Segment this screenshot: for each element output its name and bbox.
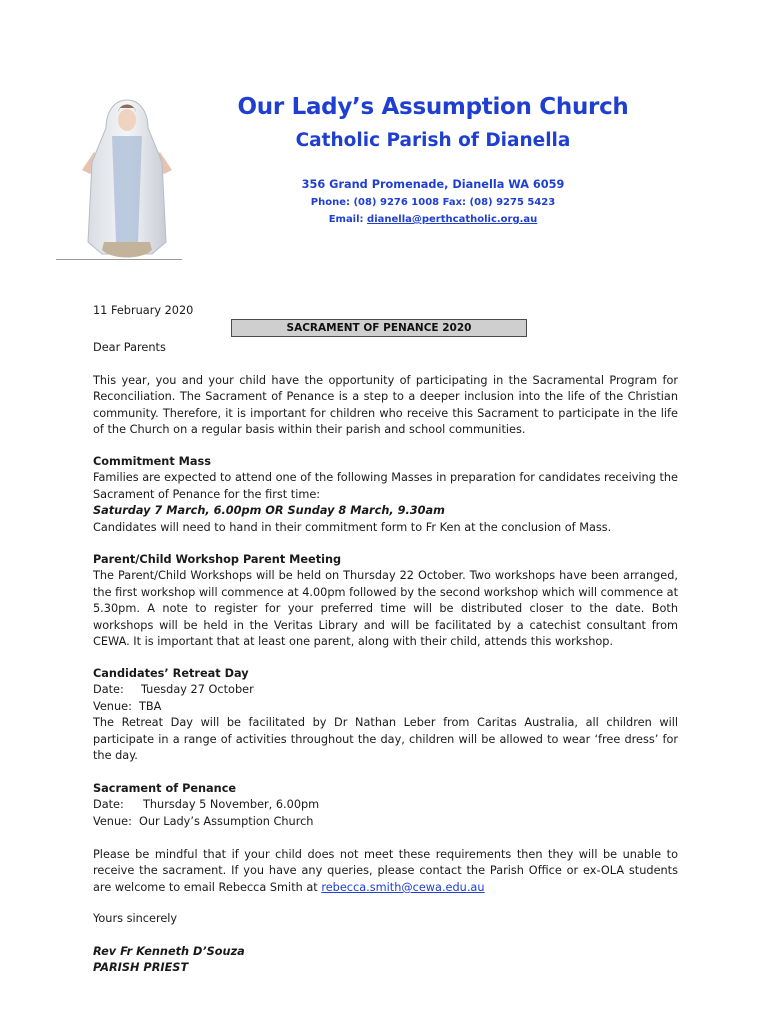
email-label: Email: — [328, 214, 368, 225]
mass-times: Saturday 7 March, 6.00pm OR Sunday 8 March, 9.30am — [93, 504, 445, 518]
signoff: Yours sincerely — [93, 912, 178, 925]
closing-paragraph — [93, 847, 678, 896]
date-row — [93, 797, 678, 813]
email-line — [190, 214, 676, 225]
phone-fax: Phone: (08) 9276 1008 Fax: (08) 9275 5423 — [310, 197, 556, 208]
venue-value: Our Lady’s Assumption Church — [139, 814, 314, 828]
image-divider-line — [56, 259, 182, 260]
closing-text: Please be mindful that if your child does not meet these requirements then they will be unable to receive the sacrament. If you have any queries, please contact the Parish Office or ex-OLA students are welcome to email Rebecca Smith at — [93, 848, 678, 894]
section-heading: Commitment Mass — [93, 455, 211, 468]
virgin-mary-statue-image — [72, 92, 182, 260]
section-note: Candidates will need to hand in their commitment form to Fr Ken at the conclusion of Mass. — [93, 520, 612, 534]
retreat-day-section — [93, 666, 678, 764]
venue-row — [93, 814, 678, 830]
section-text: Families are expected to attend one of the following Masses in preparation for candidates receiving the Sacrament of Penance for the first time: — [93, 471, 678, 501]
venue-row — [93, 699, 678, 715]
section-heading: Sacrament of Penance — [93, 782, 237, 795]
date-label: Date: — [93, 798, 124, 812]
workshop-section — [93, 552, 678, 650]
intro-paragraph: This year, you and your child have the opportunity of participating in the Sacramental Program for Reconciliation. The Sacrament of Penance is a step to a deeper inclusion into the life of the Christian community. Therefore, it is important for children who receive this Sacrament to participate in the life of the Church on a regular basis within their parish and school communities. — [93, 374, 678, 437]
signature-block — [93, 944, 678, 977]
date-row — [93, 682, 678, 698]
sacrament-section — [93, 781, 678, 830]
date-value: Tuesday 27 October — [141, 683, 254, 697]
signer-title: PARISH PRIEST — [93, 961, 189, 975]
date-label: Date: — [93, 683, 124, 697]
church-name: Our Lady’s Assumption Church — [237, 94, 629, 120]
section-text: The Parent/Child Workshops will be held on Thursday 22 October. Two workshops have been arranged, the first workshop will commence at 4.00pm followed by the second workshop which will commence at 5.30pm. A note to register for your preferred time will be distributed closer to the date. Both workshops will be held in the Veritas Library and will be facilitated by a catechist consultant from CEWA. It is important that at least one parent, along with their child, attends this workshop. — [93, 569, 678, 649]
section-text: The Retreat Day will be facilitated by Dr Nathan Leber from Caritas Australia, all children will participate in a range of activities throughout the day, children will be allowed to wear ‘free dress’ for the day. — [93, 716, 678, 763]
contact-email-link[interactable]: rebecca.smith@cewa.edu.au — [321, 880, 485, 894]
section-heading: Candidates’ Retreat Day — [93, 667, 249, 680]
address: 356 Grand Promenade, Dianella WA 6059 — [301, 178, 565, 191]
date-value: Thursday 5 November, 6.00pm — [143, 798, 320, 812]
email-link[interactable]: dianella@perthcatholic.org.au — [367, 214, 538, 225]
subject-banner: SACRAMENT OF PENANCE 2020 — [231, 319, 527, 337]
commitment-mass-section — [93, 454, 678, 536]
venue-value: TBA — [139, 699, 162, 713]
letter-date: 11 February 2020 — [93, 304, 194, 317]
section-heading: Parent/Child Workshop Parent Meeting — [93, 553, 342, 566]
greeting: Dear Parents — [93, 341, 166, 354]
parish-name: Catholic Parish of Dianella — [295, 130, 571, 151]
venue-label: Venue: — [93, 699, 132, 713]
signer-name: Rev Fr Kenneth D’Souza — [93, 945, 245, 958]
venue-label: Venue: — [93, 814, 132, 828]
